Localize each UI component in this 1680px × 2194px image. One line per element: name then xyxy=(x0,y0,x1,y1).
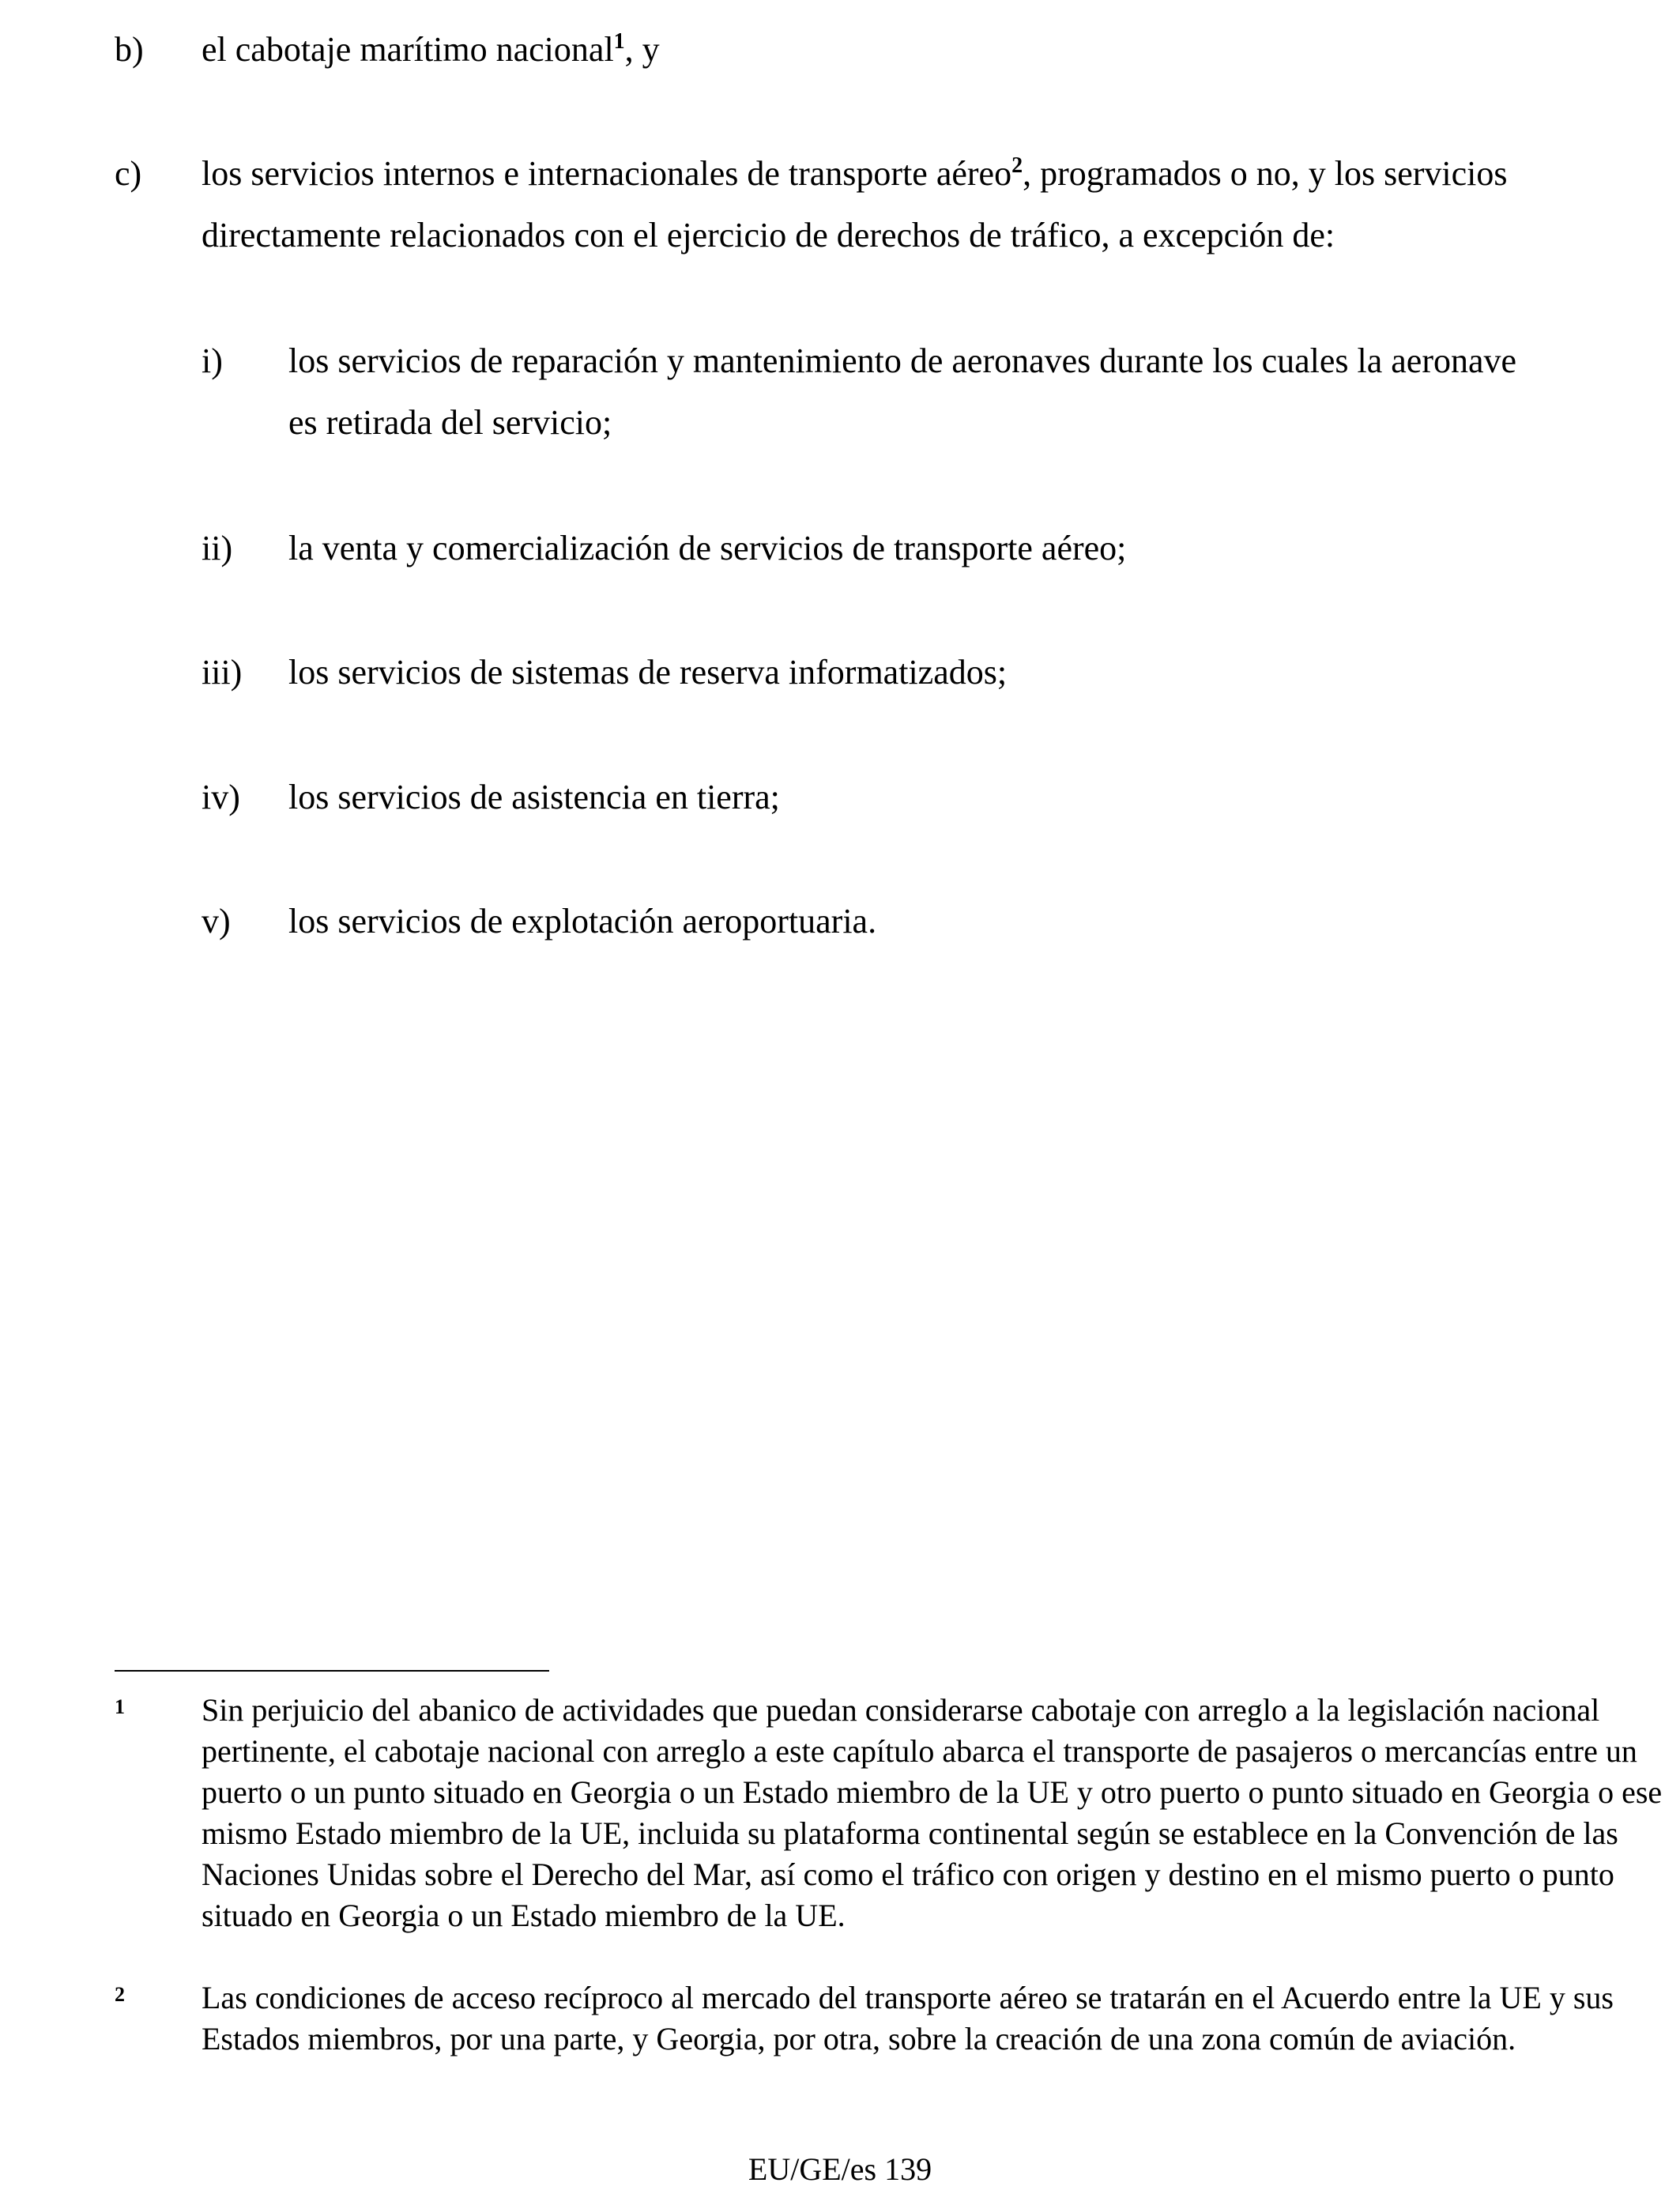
footnote-ref[interactable]: 2 xyxy=(1011,153,1023,178)
list-label: iv) xyxy=(202,778,240,816)
footnote-separator xyxy=(115,1670,549,1672)
footnote-ref[interactable]: 1 xyxy=(613,29,625,54)
footnote-number: 1 xyxy=(115,1695,125,1718)
list-text-line-2: directamente relacionados con el ejercicio de derechos de tráfico, a excepción de: xyxy=(202,216,1335,254)
footnote-text: Las condiciones de acceso recíproco al mercado del transporte aéreo se tratarán en el Acuerdo entre la UE y sus Estados miembros, por una parte, y Georgia, por otra, sobre la creación de una zona común de aviación. xyxy=(202,1980,1614,2056)
list-text: la venta y comercialización de servicios de transporte aéreo; xyxy=(288,529,1127,567)
list-text-line-2: es retirada del servicio; xyxy=(288,403,612,442)
footnote-text: Sin perjuicio del abanico de actividades que puedan considerarse cabotaje con arreglo a la legislación nacional pertinente, el cabotaje nacional con arreglo a este capítulo abarca el transporte de pasajeros o mercancías entre un puerto o un punto situado en Georgia o un Estado miembro de la UE y otro puerto o punto situado en Georgia o ese mismo Estado miembro de la UE, incluida su plataforma continental según se establece en la Convención de las Naciones Unidas sobre el Derecho del Mar, así como el tráfico con origen y destino en el mismo puerto o punto situado en Georgia o un Estado miembro de la UE. xyxy=(202,1692,1663,1933)
list-text: los servicios de sistemas de reserva informatizados; xyxy=(288,653,1008,692)
list-text-line-1: los servicios internos e internacionales de transporte aéreo$^2$, programados o no, y los servicios xyxy=(202,153,1508,193)
list-label: b) xyxy=(115,30,144,69)
list-label: v) xyxy=(202,902,231,941)
page-number: EU/GE/es 139 xyxy=(748,2151,932,2187)
list-text-line-1: los servicios de reparación y mantenimiento de aeronaves durante los cuales la aeronave xyxy=(288,341,1517,380)
list-label: iii) xyxy=(202,653,243,692)
list-text: los servicios de explotación aeroportuaria. xyxy=(288,902,877,941)
list-text: el cabotaje marítimo nacional$^1$, y xyxy=(202,29,660,69)
list-label: i) xyxy=(202,341,223,380)
footnote-number: 2 xyxy=(115,1983,125,2006)
list-text: los servicios de asistencia en tierra; xyxy=(288,778,780,816)
list-label: c) xyxy=(115,154,142,193)
list-label: ii) xyxy=(202,529,233,567)
